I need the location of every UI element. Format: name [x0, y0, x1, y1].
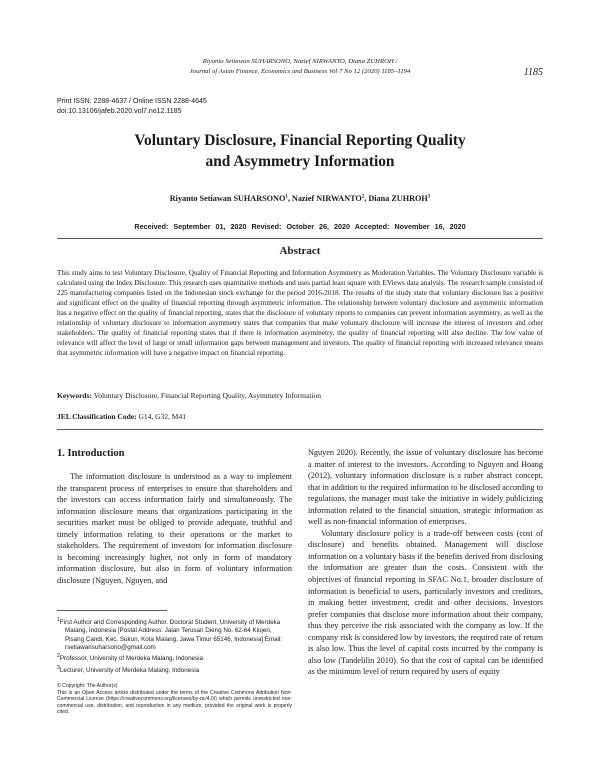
doi-link[interactable]: doi:10.13106/jafeb.2020.vol7.no12.1185 — [57, 108, 182, 115]
paper-title-line-2: and Asymmetry Information — [205, 153, 395, 170]
author-name: Riyanto Setiawan SUHARSONO — [169, 194, 286, 203]
intro-paragraph-continued: Nguyen 2020). Recently, the issue of voluntary disclosure has become a matter of interest to the investors. According to Nguyen and Hoang (2012), voluntary information disclosure is a rather abstract concept, that in addition to the required information to be disclosed according to regulations, the manager must take the initiative in widely publicizing information related to the financial situation, strategic information as well as non-financial information of enterprises. — [308, 448, 543, 527]
right-column — [308, 447, 543, 678]
footnote-text: First Author and Corresponding Author. Doctoral Student, University of Merdeka Malang, Indonesia [Postal Address: Jalan Terusan Dieng No. 62-64 Klojen, Pisang Candi, Kec. Sukun, Kota Malang, Jawa Timur 65146, Indonesia] Email: rsetiawansuharsono@gmail.com — [59, 619, 283, 651]
jel-classification — [57, 412, 543, 421]
running-header-journal: Journal of Asian Finance, Economics and Business Vol 7 No 12 (2020) 1185–1194 — [189, 68, 411, 75]
jel-label: JEL Classification Code: — [57, 412, 137, 421]
intro-paragraph: The information disclosure is understood as a way to implement the transparent process of enterprises to ensure that shareholders and the investors can access information fairly and simultaneously. The information disclosure means that organizations participating in the securities market must be obliged to provide adequate, truthful and timely information relating to their operations or the market to stakeholders. The requirement of investors for information disclosure is becoming increasingly higher, not only in form of mandatory information disclosure, but also in form of voluntary information disclosure (Nguyen, Nguyen, and — [57, 472, 292, 585]
footnote-item — [57, 616, 292, 652]
author-name: Nazief NIRWANTO — [291, 194, 362, 203]
author-affiliation-mark: 3 — [427, 194, 431, 200]
author-list — [57, 194, 543, 203]
paper-title — [57, 130, 543, 172]
running-header-authors: Riyanto Setiawan SUHARSONO, Nazief NIRWANTO, Diana ZUHROH / — [202, 58, 398, 65]
left-column — [57, 447, 292, 586]
footnote-text: Lecturer, University of Merdeka Malang, Indonesia — [59, 666, 200, 674]
submission-dates: Received: September 01, 2020 Revised: October 26, 2020 Accepted: November 16, 2020 — [134, 222, 466, 231]
abstract-body: This study aims to test Voluntary Disclosure, Quality of Financial Reporting and Information Asymmetry as Moderation Variables. The Voluntary Disclosure variable is calculated using the Index Disclosure. This research uses quantitative methods and uses partial least square with EViews data analysis. The research sample consisted of 225 manufacturing companies listed on the Indonesian stock exchange for the period 2016-2018. The results of the study state that voluntary disclosure has a positive and significant effect on the quality of financial reporting through asymmetric information. The relationship between voluntary disclosure and asymmetric information has a negative effect on the quality of financial reporting, states that the disclosure of voluntary reports to companies can prevent information asymmetry, as well as the relationship of voluntary disclosure to information asymmetry states that companies that make voluntary disclosure will increase the interest of investors and other stakeholders. The quality of financial reporting states that if there is information asymmetry, the quality of financial reporting will also decline. The low value of relevance will affect the level of large or small information gaps between management and investors. The quality of financial reporting with increased relevance means that asymmetric information will have a negative impact on financial reporting. — [57, 269, 543, 357]
author-separator: , — [364, 194, 369, 203]
section-heading-introduction: 1. Introduction — [57, 448, 125, 459]
footnote-item — [57, 652, 292, 663]
footnote-mark: 2 — [57, 653, 60, 660]
keywords — [57, 391, 543, 400]
footnote-mark: 3 — [57, 664, 60, 671]
page-number: 1185 — [523, 67, 543, 78]
footnotes — [57, 616, 292, 675]
jel-value: G14, G32, M41 — [138, 412, 186, 421]
author-affiliation-mark: 1 — [285, 194, 288, 200]
license-text: This is an Open Access article distributed under the terms of the Creative Commons Attribution Non-Commercial License (https://creativecommons.org/licenses/by-nc/4.0/) which permits unrestricted non-commercial use, distribution, and reproduction in any medium, provided the original work is properly cited. — [57, 689, 292, 715]
footnote-mark: 1 — [57, 617, 60, 623]
author-affiliation-mark: 2 — [361, 194, 365, 200]
running-header — [130, 57, 470, 77]
copyright-block — [57, 683, 292, 716]
abstract-bottom-divider — [57, 429, 543, 430]
keywords-value: Voluntary Disclosure, Financial Reporting Quality, Asymmetry Information — [93, 391, 322, 400]
issn: Print ISSN: 2288-4637 / Online ISSN 2288-4645 — [57, 98, 207, 105]
intro-paragraph: Voluntary disclosure policy is a trade-off between costs (cost of disclosure) and benefits obtained. Management will disclose information on a voluntary basis if the benefits derived from disclosing the information are greater than the costs. Consistent with the objectives of financial reporting in SFAC No.1, broader disclosure of information is beneficial to users, particularly investors and creditors, in making better investment, credit and other decisions. Investors prefer companies that disclose more information about their company, thus they perceive the risk associated with the company as low. If the company risk is considered low by investors, the required rate of return is also low. Thus the level of capital costs incurred by the company is also low (Tandelilin 2010). So that the cost of capital can be identified as the minimum level of return required by users of equity — [308, 528, 543, 677]
abstract-heading: Abstract — [279, 245, 321, 257]
footnote-item — [57, 664, 292, 675]
footnote-divider — [57, 610, 167, 611]
copyright-line: © Copyright: The Author(s) — [57, 683, 118, 689]
footnote-text: Professor, University of Merdeka Malang, Indonesia — [59, 655, 204, 663]
paper-title-line-1: Voluntary Disclosure, Financial Reporting Quality — [134, 132, 466, 149]
top-divider — [57, 238, 543, 239]
author-name: Diana ZUHROH — [368, 194, 428, 203]
author-separator: , — [287, 194, 292, 203]
issn-block — [57, 97, 207, 117]
keywords-label: Keywords: — [57, 391, 92, 400]
